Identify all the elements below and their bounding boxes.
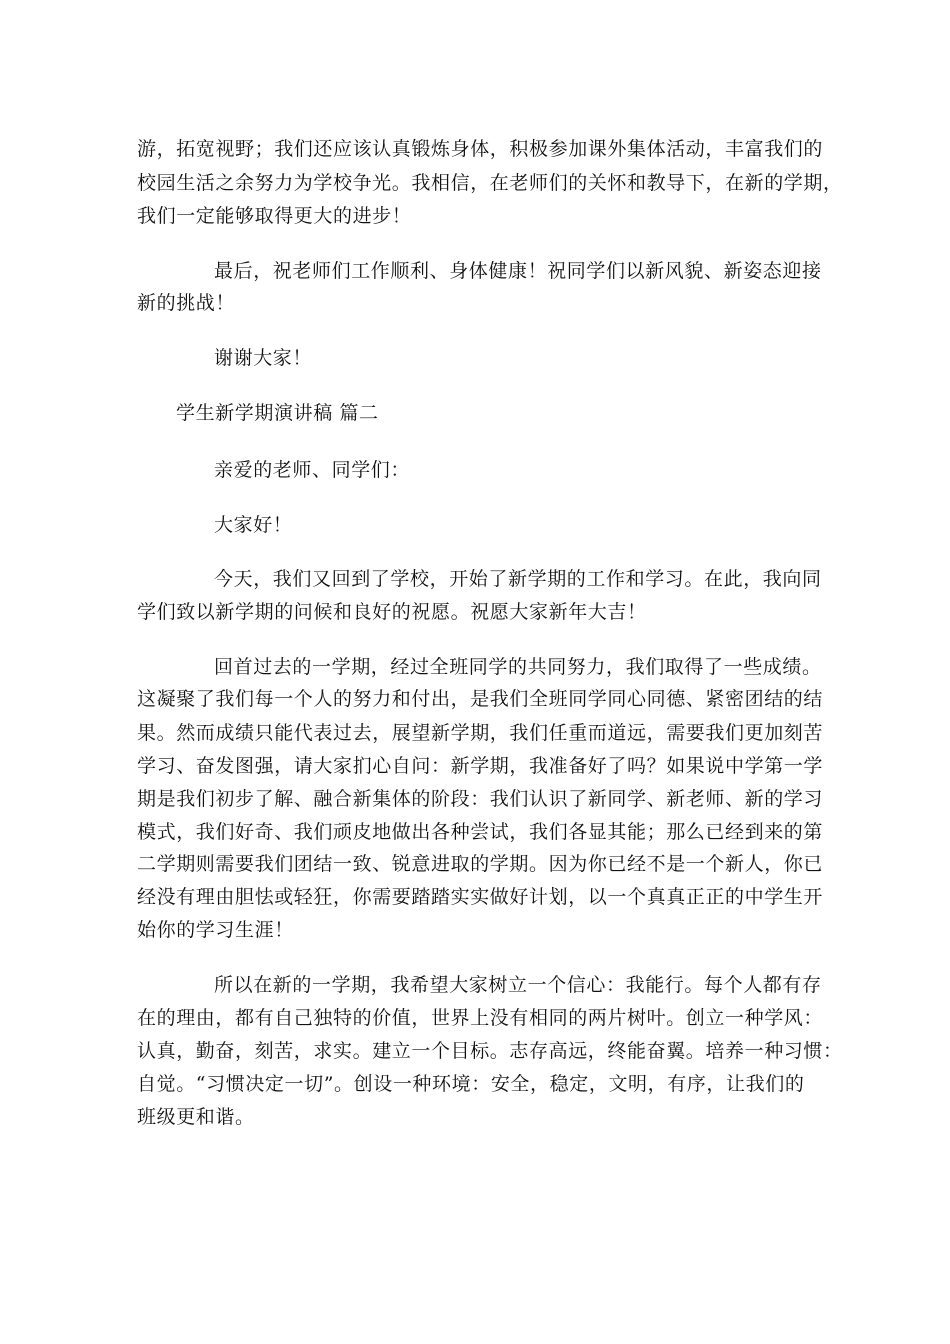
greeting: 大家好！ (214, 514, 293, 536)
paragraph-line: 最后，祝老师们工作顺利、身体健康！祝同学们以新风貌、新姿态迎接 (214, 260, 822, 282)
paragraph-line: 校园生活之余努力为学校争光。我相信，在老师们的关怀和教导下，在新的学期， (137, 172, 843, 194)
paragraph-line: 期是我们初步了解、融合新集体的阶段：我们认识了新同学、新老师、新的学习 (137, 788, 824, 810)
paragraph-line: 在的理由，都有自己独特的价值，世界上没有相同的两片树叶。创立一种学风： (137, 1007, 824, 1029)
salutation: 亲爱的老师、同学们： (214, 459, 411, 481)
paragraph-line: 班级更和谐。 (137, 1106, 255, 1128)
paragraph-line: 学们致以新学期的问候和良好的祝愿。祝愿大家新年大吉！ (137, 601, 647, 623)
paragraph-line: 今天，我们又回到了学校，开始了新学期的工作和学习。在此，我向同 (214, 568, 822, 590)
paragraph-line: 自觉。“习惯决定一切”。创设一种环境：安全，稳定，文明，有序，让我们的 (137, 1073, 805, 1095)
paragraph-line: 二学期则需要我们团结一致、锐意进取的学期。因为你已经不是一个新人，你已 (137, 853, 824, 875)
paragraph-line: 经没有理由胆怯或轻狂，你需要踏踏实实做好计划，以一个真真正正的中学生开 (137, 886, 824, 908)
closing-thanks: 谢谢大家！ (214, 347, 313, 369)
paragraph-line: 新的挑战！ (137, 292, 236, 314)
paragraph-line: 果。然而成绩只能代表过去，展望新学期，我们任重而道远，需要我们更加刻苦 (137, 722, 824, 744)
paragraph-line: 学习、奋发图强，请大家扪心自问：新学期，我准备好了吗？如果说中学第一学 (137, 755, 824, 777)
paragraph-line: 回首过去的一学期，经过全班同学的共同努力，我们取得了一些成绩。 (214, 656, 822, 678)
paragraph-line: 认真，勤奋，刻苦，求实。建立一个目标。志存高远，终能奋翼。培养一种习惯： (137, 1040, 843, 1062)
paragraph-line: 模式，我们好奇、我们顽皮地做出各种尝试，我们各显其能；那么已经到来的第 (137, 821, 824, 843)
paragraph-line: 游，拓宽视野；我们还应该认真锻炼身体，积极参加课外集体活动，丰富我们的 (137, 138, 824, 160)
paragraph-line: 始你的学习生涯！ (137, 919, 294, 941)
paragraph-line: 我们一定能够取得更大的进步！ (137, 205, 412, 227)
paragraph-line: 这凝聚了我们每一个人的努力和付出，是我们全班同学同心同德、紧密团结的结 (137, 688, 824, 710)
section-heading: 学生新学期演讲稿 篇二 (176, 402, 379, 424)
paragraph-line: 所以在新的一学期，我希望大家树立一个信心：我能行。每个人都有存 (214, 974, 822, 996)
